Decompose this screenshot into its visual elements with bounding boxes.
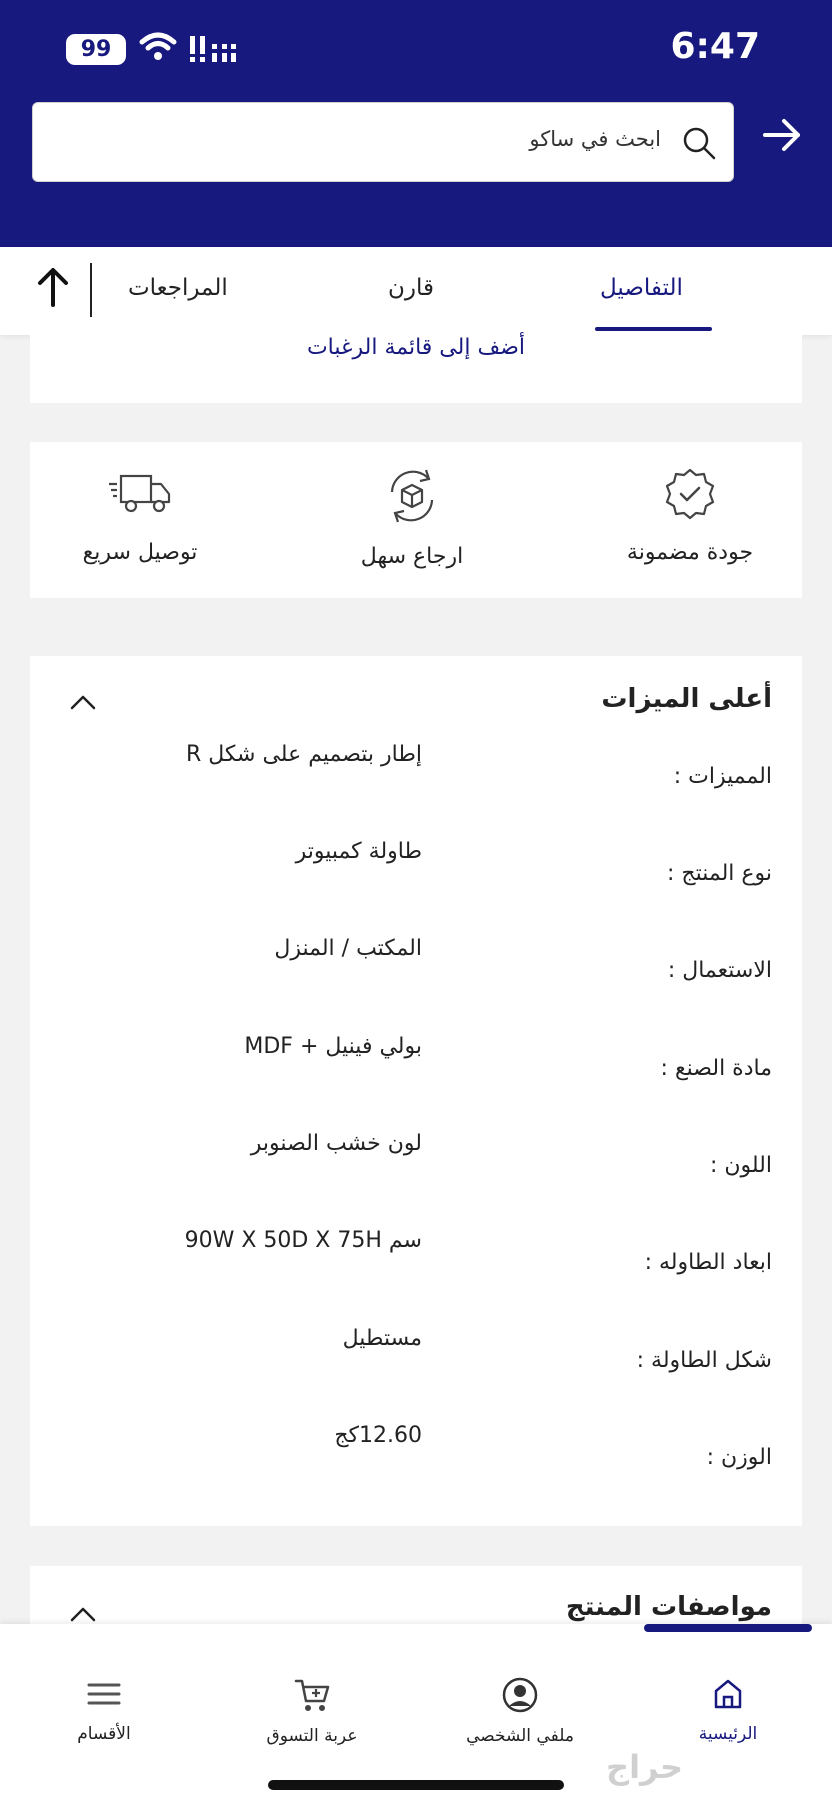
search-icon bbox=[681, 125, 717, 161]
chevron-up-icon[interactable] bbox=[70, 1606, 96, 1622]
home-icon bbox=[710, 1676, 746, 1712]
tab-active-indicator bbox=[595, 327, 712, 331]
clock: 6:47 bbox=[670, 26, 760, 67]
spec-label: مادة الصنع : bbox=[660, 1056, 772, 1081]
spec-row bbox=[30, 1423, 802, 1513]
search-input[interactable] bbox=[32, 102, 734, 182]
nav-profile-label: ملفي الشخصي bbox=[466, 1726, 574, 1746]
spec-label: ابعاد الطاوله : bbox=[644, 1250, 772, 1275]
watermark: حراج bbox=[606, 1748, 683, 1786]
nav-home-label: الرئيسية bbox=[698, 1724, 758, 1744]
wifi-icon bbox=[138, 30, 178, 62]
verified-badge-icon bbox=[662, 466, 718, 522]
spec-label: المميزات : bbox=[673, 764, 772, 789]
home-indicator bbox=[268, 1780, 564, 1790]
feature-return-label: ارجاع سهل bbox=[360, 544, 464, 569]
feature-delivery bbox=[30, 466, 250, 565]
signal-icon bbox=[190, 36, 236, 62]
spec-label: الوزن : bbox=[706, 1445, 772, 1470]
product-specs-card[interactable] bbox=[30, 1566, 802, 1626]
tab-divider bbox=[90, 263, 92, 317]
spec-value: المكتب / المنزل bbox=[274, 936, 422, 961]
nav-categories[interactable] bbox=[4, 1676, 204, 1744]
user-circle-icon bbox=[501, 1676, 539, 1714]
nav-cart[interactable] bbox=[212, 1676, 412, 1746]
tab-details[interactable]: التفاصيل bbox=[600, 275, 683, 301]
nav-categories-label: الأقسام bbox=[77, 1724, 131, 1744]
spec-value: بولي فينيل + MDF bbox=[244, 1034, 422, 1059]
spec-value: إطار بتصميم على شكل R bbox=[185, 742, 422, 767]
spec-value: لون خشب الصنوبر bbox=[250, 1131, 422, 1156]
cart-icon bbox=[293, 1676, 331, 1714]
nav-home[interactable] bbox=[628, 1676, 828, 1744]
search-placeholder: ابحث في ساكو bbox=[529, 127, 661, 151]
feature-delivery-label: توصيل سريع bbox=[82, 540, 198, 565]
battery-indicator: 99 bbox=[66, 34, 126, 65]
tab-compare[interactable]: قارن bbox=[388, 275, 434, 301]
spec-row bbox=[30, 1228, 802, 1318]
spec-value: مستطيل bbox=[342, 1326, 422, 1351]
spec-label: شكل الطاولة : bbox=[636, 1348, 772, 1373]
delivery-truck-icon bbox=[107, 466, 173, 522]
add-to-wishlist-link[interactable]: أضف إلى قائمة الرغبات bbox=[306, 335, 526, 360]
feature-quality-label: جودة مضمونة bbox=[626, 540, 754, 565]
top-features-title: أعلى الميزات bbox=[601, 684, 772, 714]
spec-label: نوع المنتج : bbox=[666, 861, 772, 886]
box-return-icon bbox=[382, 466, 442, 526]
spec-row bbox=[30, 1131, 802, 1221]
spec-value: طاولة كمبيوتر bbox=[295, 839, 422, 864]
tab-bar bbox=[0, 247, 832, 335]
spec-label: الاستعمال : bbox=[667, 958, 772, 983]
top-features-card bbox=[30, 656, 802, 1526]
wishlist-card bbox=[30, 335, 802, 403]
status-bar bbox=[0, 0, 832, 100]
product-specs-title: مواصفات المنتج bbox=[565, 1592, 772, 1622]
scroll-top-icon[interactable] bbox=[36, 267, 70, 307]
spec-row bbox=[30, 936, 802, 1026]
spec-row bbox=[30, 1034, 802, 1124]
nav-profile[interactable] bbox=[420, 1676, 620, 1746]
bottom-nav bbox=[0, 1624, 832, 1800]
spec-row bbox=[30, 1326, 802, 1416]
spec-row bbox=[30, 839, 802, 929]
spec-value: 12.60كج bbox=[334, 1423, 422, 1448]
spec-value: سم 90W X 50D X 75H bbox=[184, 1228, 422, 1253]
back-arrow-icon[interactable] bbox=[762, 118, 802, 152]
header bbox=[0, 0, 832, 247]
tab-reviews[interactable]: المراجعات bbox=[128, 275, 228, 301]
spec-label: اللون : bbox=[709, 1153, 772, 1178]
feature-return bbox=[302, 466, 522, 569]
nav-active-indicator bbox=[644, 1624, 812, 1632]
features-card bbox=[30, 442, 802, 598]
feature-quality bbox=[580, 466, 800, 565]
nav-cart-label: عربة التسوق bbox=[266, 1726, 358, 1746]
chevron-up-icon[interactable] bbox=[70, 694, 96, 710]
menu-icon bbox=[86, 1676, 122, 1712]
spec-row bbox=[30, 742, 802, 832]
